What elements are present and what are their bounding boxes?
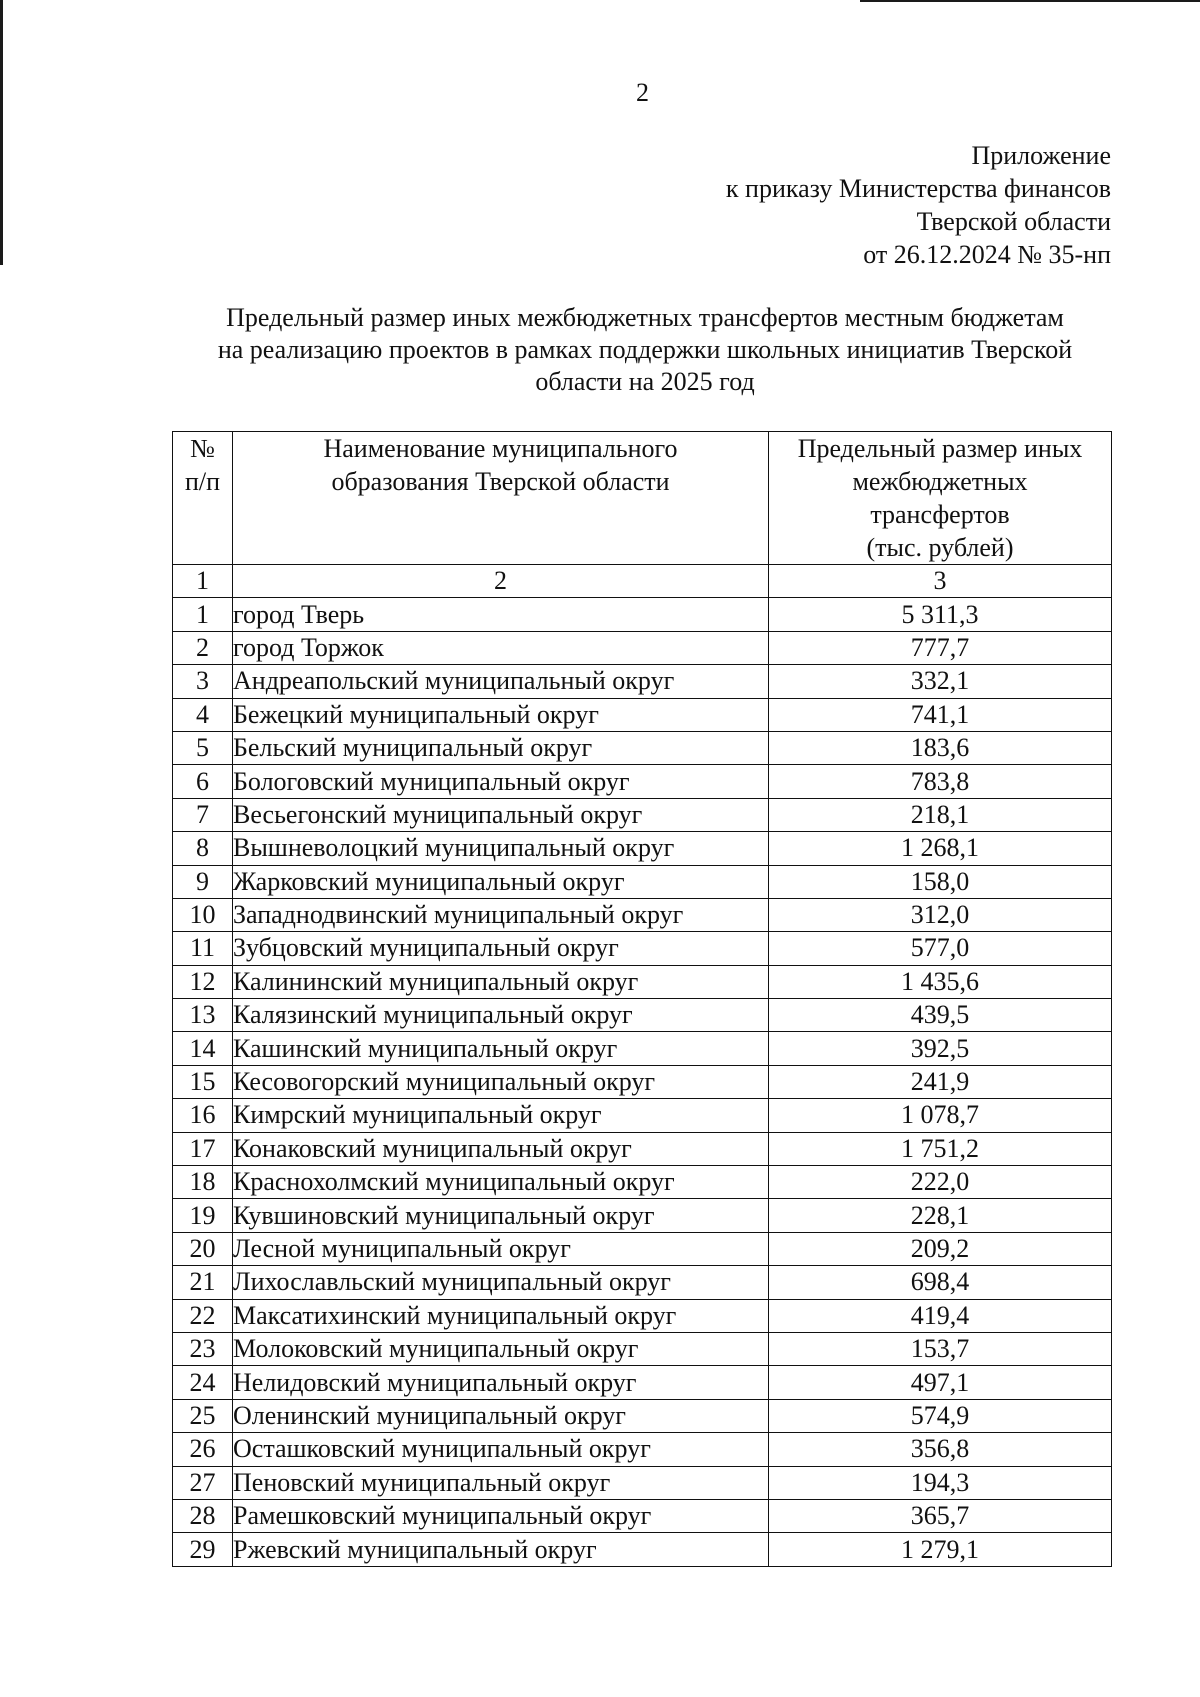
appendix-line: Тверской области (916, 207, 1111, 236)
table-row (173, 1466, 1112, 1499)
table-row (173, 1299, 1112, 1332)
municipality-name: Конаковский муниципальный округ (233, 1132, 769, 1165)
transfer-amount: 777,7 (769, 631, 1112, 664)
transfer-amount: 783,8 (769, 765, 1112, 798)
table-row (173, 898, 1112, 931)
table-row (173, 1433, 1112, 1466)
transfer-amount: 439,5 (769, 999, 1112, 1032)
municipality-name: Калязинский муниципальный округ (233, 999, 769, 1032)
header-num-line: № (190, 434, 215, 463)
row-number: 22 (173, 1299, 233, 1332)
row-number: 28 (173, 1499, 233, 1532)
table-row (173, 1099, 1112, 1132)
municipality-name: Зубцовский муниципальный округ (233, 932, 769, 965)
table-row (173, 1332, 1112, 1365)
municipality-name: Кувшиновский муниципальный округ (233, 1199, 769, 1232)
municipality-name: Ржевский муниципальный округ (233, 1533, 769, 1566)
row-number: 27 (173, 1466, 233, 1499)
scan-edge-top (860, 0, 1200, 2)
transfer-amount: 577,0 (769, 932, 1112, 965)
row-number: 9 (173, 865, 233, 898)
row-number: 26 (173, 1433, 233, 1466)
table-row (173, 865, 1112, 898)
header-value-line: межбюджетных (852, 467, 1028, 496)
row-number: 19 (173, 1199, 233, 1232)
header-num-line: п/п (184, 467, 221, 496)
transfer-amount: 183,6 (769, 731, 1112, 764)
transfer-amount: 356,8 (769, 1433, 1112, 1466)
row-number: 1 (173, 598, 233, 631)
municipality-name: Кашинский муниципальный округ (233, 1032, 769, 1065)
transfer-amount: 1 435,6 (769, 965, 1112, 998)
transfers-table (172, 431, 1112, 1567)
municipality-name: Краснохолмский муниципальный округ (233, 1166, 769, 1199)
transfer-amount: 698,4 (769, 1266, 1112, 1299)
page-number: 2 (636, 78, 649, 107)
municipality-name: город Торжок (233, 631, 769, 664)
table-row (173, 932, 1112, 965)
header-num (173, 432, 233, 565)
header-value-line: (тыс. рублей) (866, 533, 1014, 562)
transfer-amount: 218,1 (769, 798, 1112, 831)
transfer-amount: 194,3 (769, 1466, 1112, 1499)
transfer-amount: 365,7 (769, 1499, 1112, 1532)
municipality-name: Западнодвинский муниципальный округ (233, 898, 769, 931)
row-number: 10 (173, 898, 233, 931)
column-index-cell: 3 (769, 565, 1112, 598)
table-row (173, 1166, 1112, 1199)
header-name-line: Наименование муниципального (323, 434, 678, 463)
transfer-amount: 241,9 (769, 1065, 1112, 1098)
transfer-amount: 158,0 (769, 865, 1112, 898)
header-value (769, 432, 1112, 565)
document-title (165, 302, 1125, 398)
municipality-name: Вышневолоцкий муниципальный округ (233, 832, 769, 865)
transfer-amount: 5 311,3 (769, 598, 1112, 631)
table-row (173, 1199, 1112, 1232)
row-number: 29 (173, 1533, 233, 1566)
table-row (173, 1132, 1112, 1165)
transfer-amount: 1 268,1 (769, 832, 1112, 865)
table-row (173, 1266, 1112, 1299)
row-number: 8 (173, 832, 233, 865)
header-value-line: трансфертов (870, 500, 1010, 529)
title-line: области на 2025 год (535, 367, 755, 396)
table-row (173, 1065, 1112, 1098)
row-number: 4 (173, 698, 233, 731)
municipality-name: Жарковский муниципальный округ (233, 865, 769, 898)
table-row (173, 965, 1112, 998)
municipality-name: Осташковский муниципальный округ (233, 1433, 769, 1466)
title-line: Предельный размер иных межбюджетных трансфертов местным бюджетам (226, 303, 1064, 332)
appendix-line: от 26.12.2024 № 35-нп (863, 240, 1111, 269)
header-name-line: образования Тверской области (331, 467, 670, 496)
municipality-name: Бежецкий муниципальный округ (233, 698, 769, 731)
transfer-amount: 228,1 (769, 1199, 1112, 1232)
table-row (173, 598, 1112, 631)
row-number: 2 (173, 631, 233, 664)
table-row (173, 731, 1112, 764)
transfer-amount: 222,0 (769, 1166, 1112, 1199)
appendix-line: к приказу Министерства финансов (725, 174, 1111, 203)
row-number: 7 (173, 798, 233, 831)
appendix-line: Приложение (971, 141, 1111, 170)
transfer-amount: 419,4 (769, 1299, 1112, 1332)
municipality-name: Весьегонский муниципальный округ (233, 798, 769, 831)
transfer-amount: 312,0 (769, 898, 1112, 931)
row-number: 3 (173, 665, 233, 698)
row-number: 17 (173, 1132, 233, 1165)
title-line: на реализацию проектов в рамках поддержки школьных инициатив Тверской (217, 335, 1073, 364)
municipality-name: Бологовский муниципальный округ (233, 765, 769, 798)
table-row (173, 765, 1112, 798)
transfer-amount: 574,9 (769, 1399, 1112, 1432)
table-row (173, 999, 1112, 1032)
row-number: 5 (173, 731, 233, 764)
transfer-amount: 153,7 (769, 1332, 1112, 1365)
municipality-name: Максатихинский муниципальный округ (233, 1299, 769, 1332)
row-number: 16 (173, 1099, 233, 1132)
row-number: 20 (173, 1232, 233, 1265)
municipality-name: город Тверь (233, 598, 769, 631)
transfer-amount: 209,2 (769, 1232, 1112, 1265)
scan-edge-left (0, 0, 3, 265)
row-number: 23 (173, 1332, 233, 1365)
table-body (173, 565, 1112, 1567)
table-row (173, 1399, 1112, 1432)
municipality-name: Оленинский муниципальный округ (233, 1399, 769, 1432)
transfer-amount: 1 751,2 (769, 1132, 1112, 1165)
municipality-name: Андреапольский муниципальный округ (233, 665, 769, 698)
table-row (173, 1533, 1112, 1566)
row-number: 12 (173, 965, 233, 998)
municipality-name: Нелидовский муниципальный округ (233, 1366, 769, 1399)
transfer-amount: 497,1 (769, 1366, 1112, 1399)
table-row (173, 665, 1112, 698)
table-row (173, 798, 1112, 831)
table-row (173, 1366, 1112, 1399)
header-value-line: Предельный размер иных (797, 434, 1083, 463)
column-index-row (173, 565, 1112, 598)
header-name (233, 432, 769, 565)
row-number: 18 (173, 1166, 233, 1199)
transfer-amount: 1 078,7 (769, 1099, 1112, 1132)
row-number: 13 (173, 999, 233, 1032)
municipality-name: Молоковский муниципальный округ (233, 1332, 769, 1365)
municipality-name: Пеновский муниципальный округ (233, 1466, 769, 1499)
row-number: 25 (173, 1399, 233, 1432)
row-number: 21 (173, 1266, 233, 1299)
table-row (173, 1499, 1112, 1532)
column-index-cell: 2 (233, 565, 769, 598)
row-number: 6 (173, 765, 233, 798)
municipality-name: Лихославльский муниципальный округ (233, 1266, 769, 1299)
appendix-block (591, 139, 1111, 271)
table-row (173, 1032, 1112, 1065)
transfer-amount: 741,1 (769, 698, 1112, 731)
row-number: 11 (173, 932, 233, 965)
transfer-amount: 332,1 (769, 665, 1112, 698)
row-number: 15 (173, 1065, 233, 1098)
table-row (173, 698, 1112, 731)
table-row (173, 832, 1112, 865)
row-number: 24 (173, 1366, 233, 1399)
municipality-name: Рамешковский муниципальный округ (233, 1499, 769, 1532)
transfer-amount: 1 279,1 (769, 1533, 1112, 1566)
table-row (173, 631, 1112, 664)
table-header-row (173, 432, 1112, 565)
table-row (173, 1232, 1112, 1265)
municipality-name: Бельский муниципальный округ (233, 731, 769, 764)
municipality-name: Калининский муниципальный округ (233, 965, 769, 998)
transfer-amount: 392,5 (769, 1032, 1112, 1065)
municipality-name: Лесной муниципальный округ (233, 1232, 769, 1265)
municipality-name: Кимрский муниципальный округ (233, 1099, 769, 1132)
row-number: 14 (173, 1032, 233, 1065)
municipality-name: Кесовогорский муниципальный округ (233, 1065, 769, 1098)
column-index-cell: 1 (173, 565, 233, 598)
